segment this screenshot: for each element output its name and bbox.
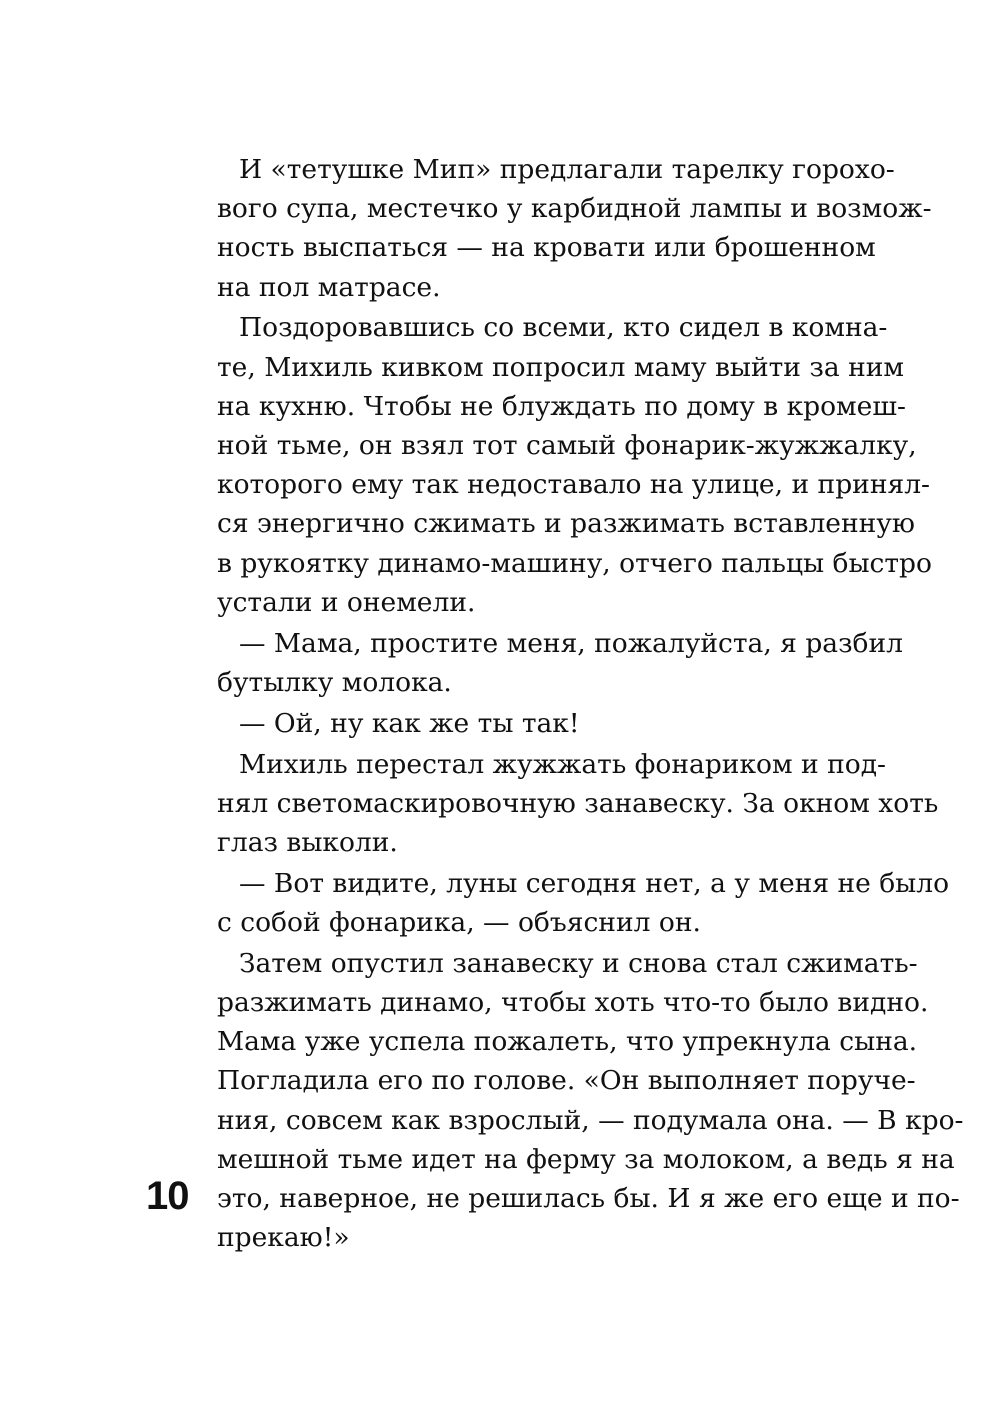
- text-line: И «тетушке Мип» предлагали тарелку горохо-: [239, 154, 895, 185]
- text-line: Затем опустил занавеску и снова стал сжимать-: [239, 947, 918, 979]
- text-line: глаз выколи.: [217, 826, 398, 858]
- text-line: Михиль перестал жужжать фонариком и под-: [239, 748, 886, 780]
- text-line: Поздоровавшись со всеми, кто сидел в комна-: [239, 312, 888, 344]
- text-line: Мама уже успела пожалеть, что упрекнула сына.: [217, 1026, 918, 1058]
- text-line: бутылку молока.: [217, 666, 452, 698]
- text-line: разжимать динамо, чтобы хоть что-то было видно.: [217, 987, 929, 1019]
- text-line: на кухню. Чтобы не блуждать по дому в кромеш-: [217, 390, 906, 422]
- text-line: на пол матрасе.: [217, 271, 441, 303]
- text-line: — Вот видите, луны сегодня нет, а у меня не было: [239, 867, 950, 899]
- text-line: которого ему так недоставало на улице, и принял-: [217, 469, 931, 501]
- text-line: в рукоятку динамо-машину, отчего пальцы быстро: [217, 547, 932, 579]
- text-line: — Ой, ну как же ты так!: [239, 707, 580, 739]
- text-line: Погладила его по голове. «Он выполняет поруче-: [217, 1065, 916, 1097]
- page-number: 10: [146, 1174, 189, 1218]
- text-line: с собой фонарика, — объяснил он.: [217, 907, 701, 938]
- text-line: это, наверное, не решилась бы. И я же его еще и по-: [217, 1183, 960, 1214]
- text-line: мешной тьме идет на ферму за молоком, а ведь я на: [217, 1143, 955, 1175]
- text-line: нял светомаскировочную занавеску. За окном хоть: [217, 787, 939, 819]
- text-line: устали и онемели.: [217, 586, 476, 618]
- text-line: вого супа, местечко у карбидной лампы и возмож-: [217, 193, 932, 225]
- text-line: те, Михиль кивком попросил маму выйти за ним: [217, 351, 905, 383]
- text-line: ся энергично сжимать и разжимать вставленную: [217, 508, 915, 540]
- body-text: [217, 150, 964, 1257]
- text-line: ность выспаться — на кровати или брошенном: [217, 232, 876, 264]
- text-line: — Мама, простите меня, пожалуйста, я разбил: [239, 627, 903, 659]
- text-line: ния, совсем как взрослый, — подумала она. — В кро-: [217, 1104, 964, 1136]
- text-line: ной тьме, он взял тот самый фонарик-жужжалку,: [217, 430, 917, 461]
- text-line: прекаю!»: [217, 1222, 350, 1254]
